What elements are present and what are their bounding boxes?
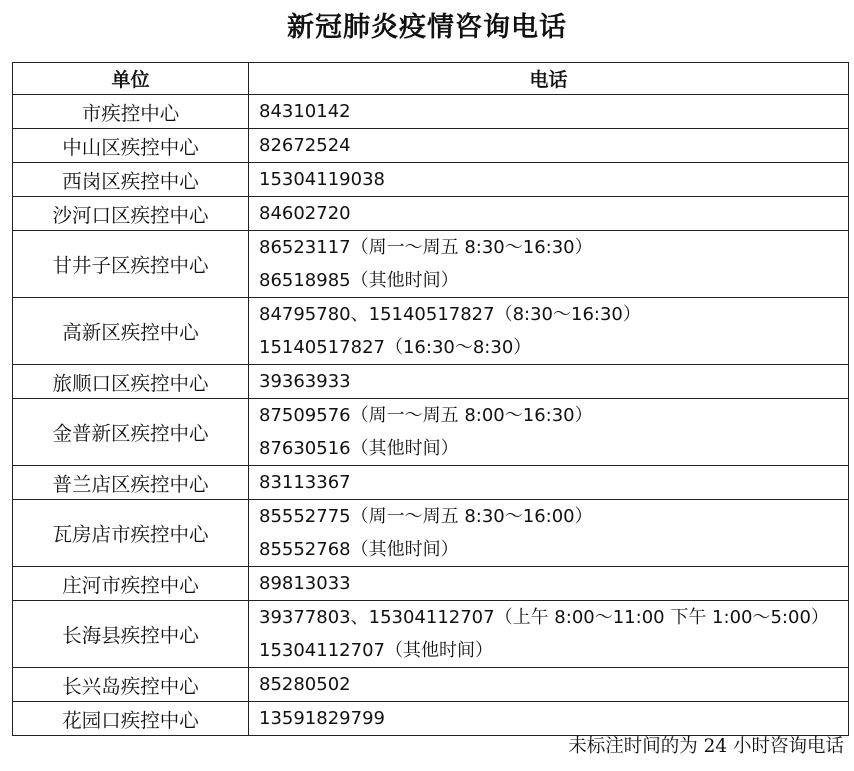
- phone-number: 89813033: [259, 573, 351, 594]
- phone-cell: [249, 399, 849, 466]
- phone-number: 84602720: [259, 203, 351, 224]
- phone-number: 13591829799: [259, 708, 385, 729]
- table-header-row: [13, 63, 849, 95]
- phone-number: 84795780、15140517827（8:30～16:30）: [259, 304, 641, 325]
- phone-cell: [249, 95, 849, 129]
- table-row: [13, 197, 849, 231]
- phone-cell: [249, 668, 849, 702]
- unit-cell: 金普新区疾控中心: [13, 399, 249, 466]
- hotline-table: [12, 62, 849, 736]
- phone-number: 85552775（周一～周五 8:30～16:00）: [259, 506, 593, 527]
- table-row: [13, 298, 849, 365]
- phone-number: 86523117（周一～周五 8:30～16:30）: [259, 237, 593, 258]
- table-row: [13, 466, 849, 500]
- table-row: [13, 231, 849, 298]
- unit-cell: 花园口疾控中心: [13, 702, 249, 736]
- phone-number: 85280502: [259, 674, 351, 695]
- table-row: [13, 399, 849, 466]
- unit-cell: 沙河口区疾控中心: [13, 197, 249, 231]
- unit-cell: 长海县疾控中心: [13, 601, 249, 668]
- table-row: [13, 500, 849, 567]
- unit-cell: 市疾控中心: [13, 95, 249, 129]
- unit-cell: 中山区疾控中心: [13, 129, 249, 163]
- phone-number: 15140517827（16:30～8:30）: [259, 337, 532, 358]
- footnote: 未标注时间的为 24 小时咨询电话: [568, 736, 844, 757]
- phone-cell: [249, 298, 849, 365]
- unit-cell: 普兰店区疾控中心: [13, 466, 249, 500]
- unit-cell: 高新区疾控中心: [13, 298, 249, 365]
- page-title: 新冠肺炎疫情咨询电话: [287, 12, 567, 43]
- phone-number: 87630516（其他时间）: [259, 438, 459, 459]
- phone-cell: [249, 197, 849, 231]
- unit-cell: 瓦房店市疾控中心: [13, 500, 249, 567]
- phone-number: 39377803、15304112707（上午 8:00～11:00 下午 1:00～5:00）: [259, 607, 829, 628]
- unit-cell: 甘井子区疾控中心: [13, 231, 249, 298]
- table-row: [13, 129, 849, 163]
- phone-number: 15304112707（其他时间）: [259, 640, 493, 661]
- phone-cell: [249, 163, 849, 197]
- phone-cell: [249, 466, 849, 500]
- unit-cell: 长兴岛疾控中心: [13, 668, 249, 702]
- phone-cell: [249, 231, 849, 298]
- phone-cell: [249, 601, 849, 668]
- table-row: [13, 567, 849, 601]
- table-row: [13, 668, 849, 702]
- unit-cell: 旅顺口区疾控中心: [13, 365, 249, 399]
- phone-cell: [249, 365, 849, 399]
- table-row: [13, 702, 849, 736]
- table-row: [13, 601, 849, 668]
- phone-number: 82672524: [259, 135, 351, 156]
- table-row: [13, 95, 849, 129]
- phone-number: 39363933: [259, 371, 351, 392]
- phone-number: 85552768（其他时间）: [259, 539, 459, 560]
- phone-number: 86518985（其他时间）: [259, 270, 459, 291]
- unit-cell: 庄河市疾控中心: [13, 567, 249, 601]
- phone-cell: [249, 500, 849, 567]
- phone-number: 87509576（周一～周五 8:00～16:30）: [259, 405, 593, 426]
- phone-cell: [249, 702, 849, 736]
- phone-number: 84310142: [259, 101, 351, 122]
- unit-cell: 西岗区疾控中心: [13, 163, 249, 197]
- phone-cell: [249, 567, 849, 601]
- phone-cell: [249, 129, 849, 163]
- phone-number: 15304119038: [259, 169, 385, 190]
- phone-number: 83113367: [259, 472, 351, 493]
- table-row: [13, 163, 849, 197]
- column-header-unit: 单位: [13, 63, 249, 95]
- table-row: [13, 365, 849, 399]
- column-header-phone: 电话: [249, 63, 849, 95]
